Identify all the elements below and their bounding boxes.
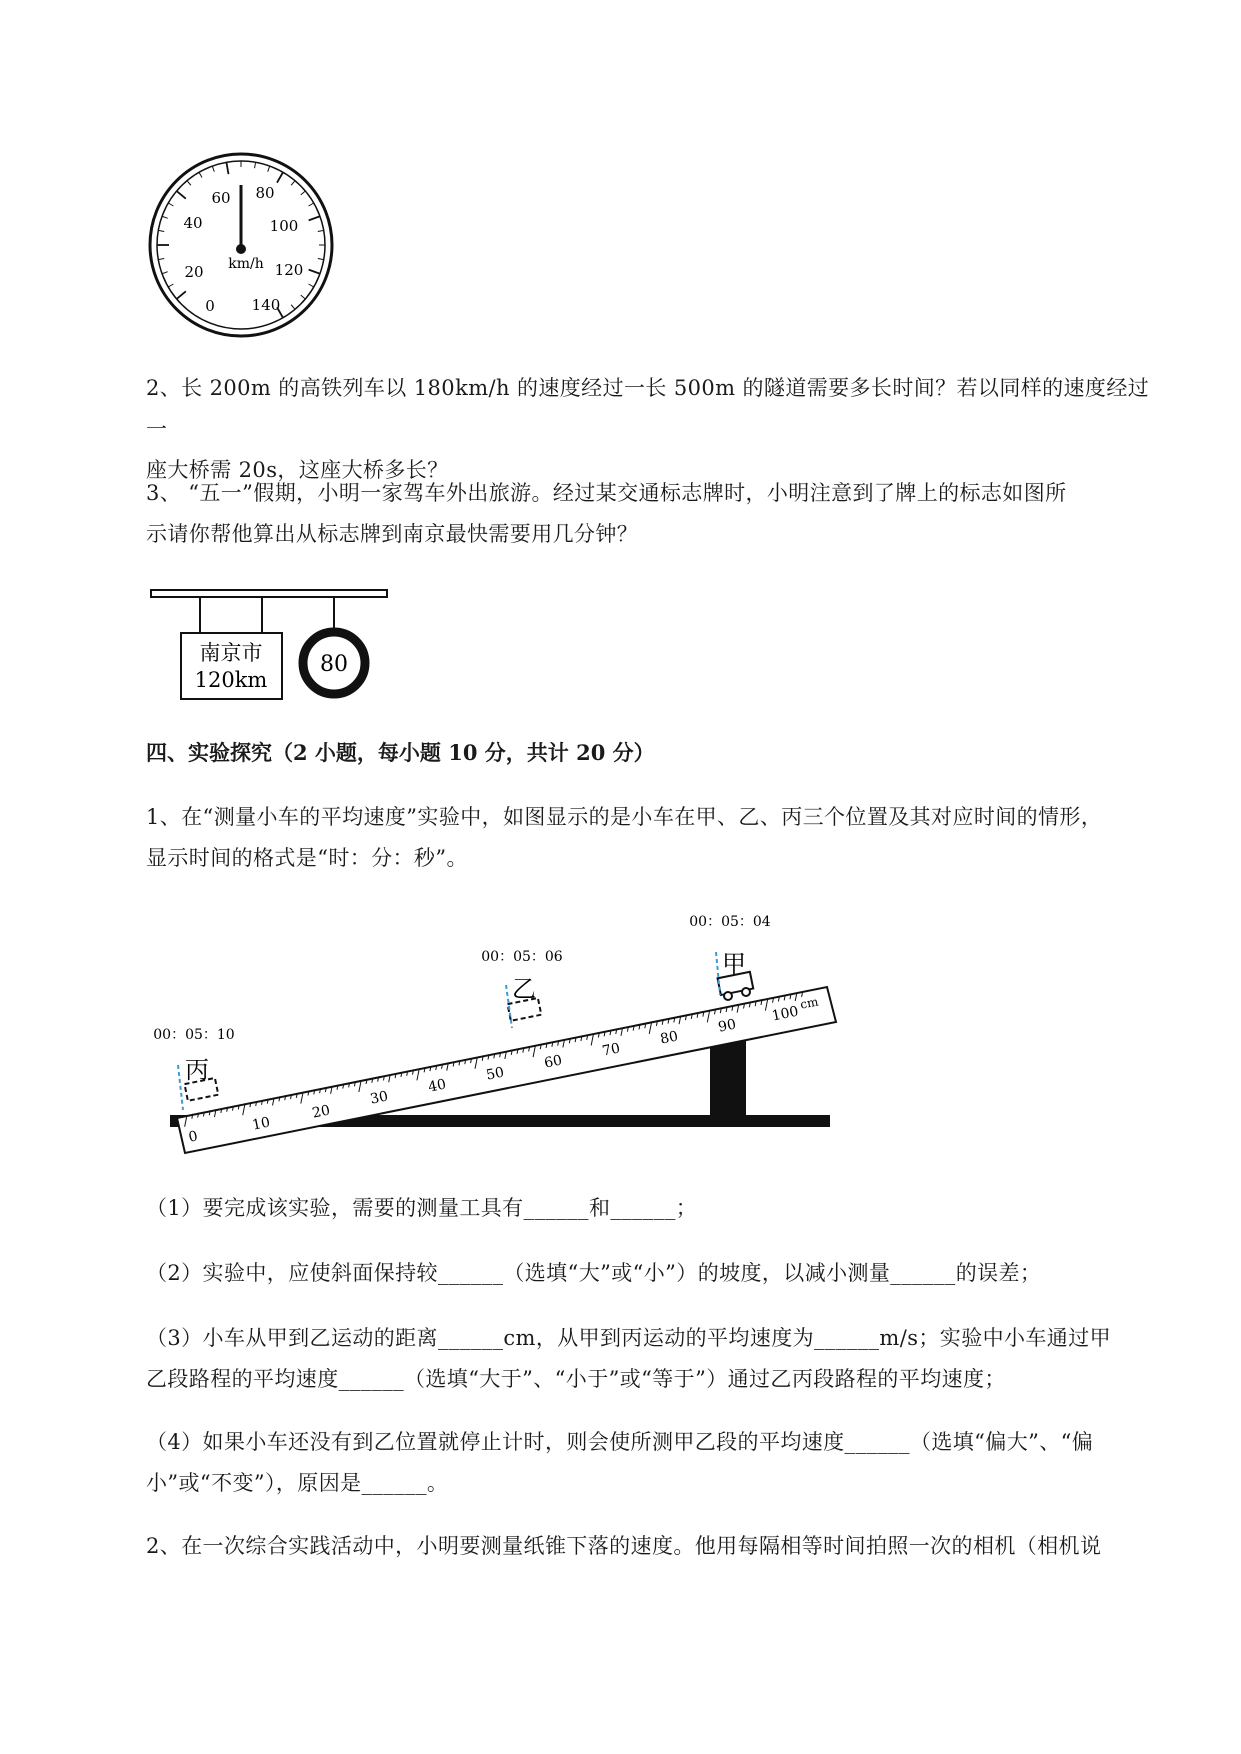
- speedometer-figure: [146, 150, 336, 340]
- sub-question-1: （1）要完成该实验，需要的测量工具有______和______；: [146, 1196, 698, 1220]
- speed-tick-140: 140: [251, 296, 281, 314]
- dial-tick: [309, 270, 320, 274]
- scale-0: 0: [187, 1128, 200, 1146]
- scale-50: 50: [484, 1064, 506, 1084]
- time-bing: 00：05：10: [153, 1027, 235, 1043]
- dial-tick: [199, 172, 202, 177]
- marker-line-bing: [178, 1065, 183, 1110]
- dial-tick: [255, 162, 256, 168]
- sub-question-3-line-2: 乙段路程的平均速度______（选填“大于”、“小于”或“等于”）通过乙丙段路程的平均速度；: [146, 1367, 1006, 1391]
- scale-70: 70: [600, 1040, 622, 1060]
- dial-tick: [301, 295, 306, 299]
- dial-tick: [301, 191, 306, 195]
- scale-80: 80: [658, 1028, 680, 1048]
- speed-limit-value: 80: [320, 652, 348, 677]
- question-2-line-1: 2、长 200m 的高铁列车以 180km/h 的速度经过一长 500m 的隧道需要多长时间？若以同样的速度经过一: [146, 376, 1150, 441]
- dial-tick: [268, 166, 270, 172]
- marker-line-jia: [716, 952, 720, 995]
- label-jia: 甲: [722, 950, 746, 978]
- distance-sign-city: 南京市: [199, 641, 263, 665]
- speed-tick-100: 100: [269, 217, 299, 235]
- scale-60: 60: [542, 1052, 564, 1072]
- dial-tick: [291, 181, 295, 186]
- time-jia: 00：05：04: [689, 914, 771, 930]
- section-4-heading: 四、实验探究（2 小题，每小题 10 分，共计 20 分）: [146, 740, 655, 765]
- scale-10: 10: [250, 1114, 272, 1134]
- dial-tick: [291, 305, 295, 310]
- dial-tick: [162, 272, 168, 274]
- ramp-figure: [150, 900, 840, 1170]
- label-yi: 乙: [512, 975, 536, 1003]
- experiment-2-line-1: 2、在一次综合实践活动中，小明要测量纸锥下落的速度。他用每隔相等时间拍照一次的相机（相机说: [146, 1534, 1102, 1558]
- dial-tick: [318, 259, 324, 260]
- sub-question-4: [146, 1422, 1161, 1504]
- question-2-line-2: 座大桥需 20s，这座大桥多长？: [146, 458, 449, 482]
- scale-100: 100: [770, 1003, 800, 1025]
- speed-tick-40: 40: [183, 214, 203, 232]
- dial-tick: [168, 284, 173, 287]
- time-yi: 00：05：06: [481, 949, 563, 965]
- dial-tick: [318, 230, 324, 231]
- speed-tick-0: 0: [205, 297, 215, 315]
- dial-tick: [158, 230, 164, 231]
- sub-question-2: （2）实验中，应使斜面保持较______（选填“大”或“小”）的坡度，以减小测量______的误差；: [146, 1261, 1042, 1285]
- speed-tick-120: 120: [274, 261, 304, 279]
- sign-crossbar: [151, 590, 387, 597]
- scale-90: 90: [716, 1016, 738, 1036]
- distance-sign-km: 120km: [194, 668, 268, 692]
- speedometer-hub: [236, 244, 246, 254]
- dial-tick: [309, 284, 314, 287]
- traffic-sign-figure: [150, 585, 400, 705]
- dial-tick: [168, 203, 173, 206]
- label-bing: 丙: [185, 1056, 209, 1084]
- experiment-1: [146, 797, 1161, 879]
- experiment-2: [146, 1526, 1161, 1567]
- question-3-line-2: 示请你帮他算出从标志牌到南京最快需要用几分钟？: [146, 522, 639, 546]
- sub-question-3: [146, 1318, 1161, 1400]
- scale-unit: cm: [798, 994, 820, 1012]
- question-3: [146, 473, 1161, 555]
- dial-tick: [187, 181, 191, 186]
- sub-question-4-line-2: 小”或“不变”），原因是______。: [146, 1471, 449, 1495]
- speed-tick-20: 20: [184, 263, 204, 281]
- scale-40: 40: [426, 1076, 448, 1096]
- scale-30: 30: [368, 1088, 390, 1108]
- sub-question-4-line-1: （4）如果小车还没有到乙位置就停止计时，则会使所测甲乙段的平均速度______（选填“偏大”、“偏: [146, 1430, 1094, 1454]
- dial-tick: [177, 291, 186, 299]
- dial-tick: [212, 166, 214, 172]
- speed-tick-60: 60: [211, 189, 231, 207]
- dial-tick: [177, 191, 186, 199]
- dial-tick: [309, 216, 320, 220]
- experiment-1-line-2: 显示时间的格式是“时：分：秒”。: [146, 846, 468, 870]
- experiment-1-line-1: 1、在“测量小车的平均速度”实验中，如图显示的是小车在甲、乙、丙三个位置及其对应时间的情形，: [146, 805, 1103, 829]
- sub-question-3-line-1: （3）小车从甲到乙运动的距离______cm，从甲到丙运动的平均速度为______m/s；实验中小车通过甲: [146, 1326, 1111, 1350]
- dial-tick: [309, 203, 314, 206]
- question-3-line-1: 3、 “五一”假期，小明一家驾车外出旅游。经过某交通标志牌时，小明注意到了牌上的标志如图所: [146, 481, 1067, 505]
- dial-tick: [158, 259, 164, 260]
- dial-tick: [277, 172, 283, 182]
- scale-20: 20: [310, 1102, 332, 1122]
- dial-tick: [226, 162, 228, 174]
- speed-tick-80: 80: [255, 184, 275, 202]
- speedometer-unit: km/h: [228, 256, 264, 272]
- dial-tick: [162, 216, 168, 218]
